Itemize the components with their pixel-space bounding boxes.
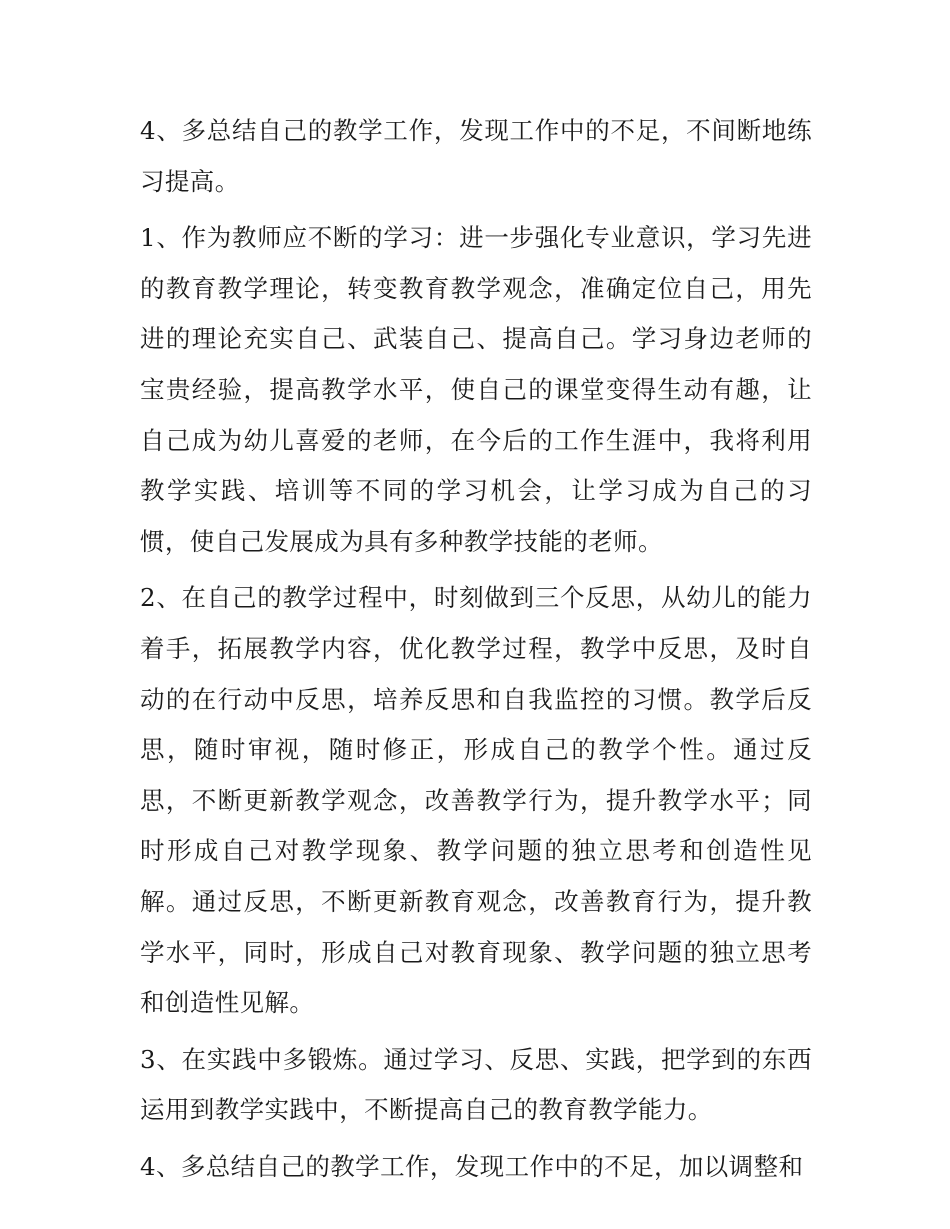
paragraph-work-summary: 4、多总结自己的教学工作，发现工作中的不足，加以调整和 [140,1151,804,1181]
paragraph-teaching-reflection: 2、在自己的教学过程中，时刻做到三个反思，从幼儿的能力着手，拓展教学内容，优化教学过程，教学中反思，及时自动的在行动中反思，培养反思和自我监控的习惯。教学后反思，随时审视，随时修正，形成自己的教学个性。通过反思，不断更新教学观念，改善教学行为，提升教学水平；同时形成自己对教学现象、教学问题的独立思考和创造性见解。通过反思，不断更新教育观念，改善教育行为，提升教学水平，同时，形成自己对教育现象、教学问题的独立思考和创造性见解。 [140,583,812,1018]
paragraph-practice-summary: 4、多总结自己的教学工作，发现工作中的不足，不间断地练习提高。 [140,116,812,196]
paragraph-continuous-learning: 1、作为教师应不断的学习：进一步强化专业意识，学习先进的教育教学理论，转变教育教学观念，准确定位自己，用先进的理论充实自己、武装自己、提高自己。学习身边老师的宝贵经验，提高教学水平，使自己的课堂变得生动有趣，让自己成为幼儿喜爱的老师，在今后的工作生涯中，我将利用教学实践、培训等不同的学习机会，让学习成为自己的习惯，使自己发展成为具有多种教学技能的老师。 [140,223,812,556]
document-page [140,106,812,1198]
paragraph-practice-exercise: 3、在实践中多锻炼。通过学习、反思、实践，把学到的东西运用到教学实践中，不断提高自己的教育教学能力。 [140,1044,812,1125]
